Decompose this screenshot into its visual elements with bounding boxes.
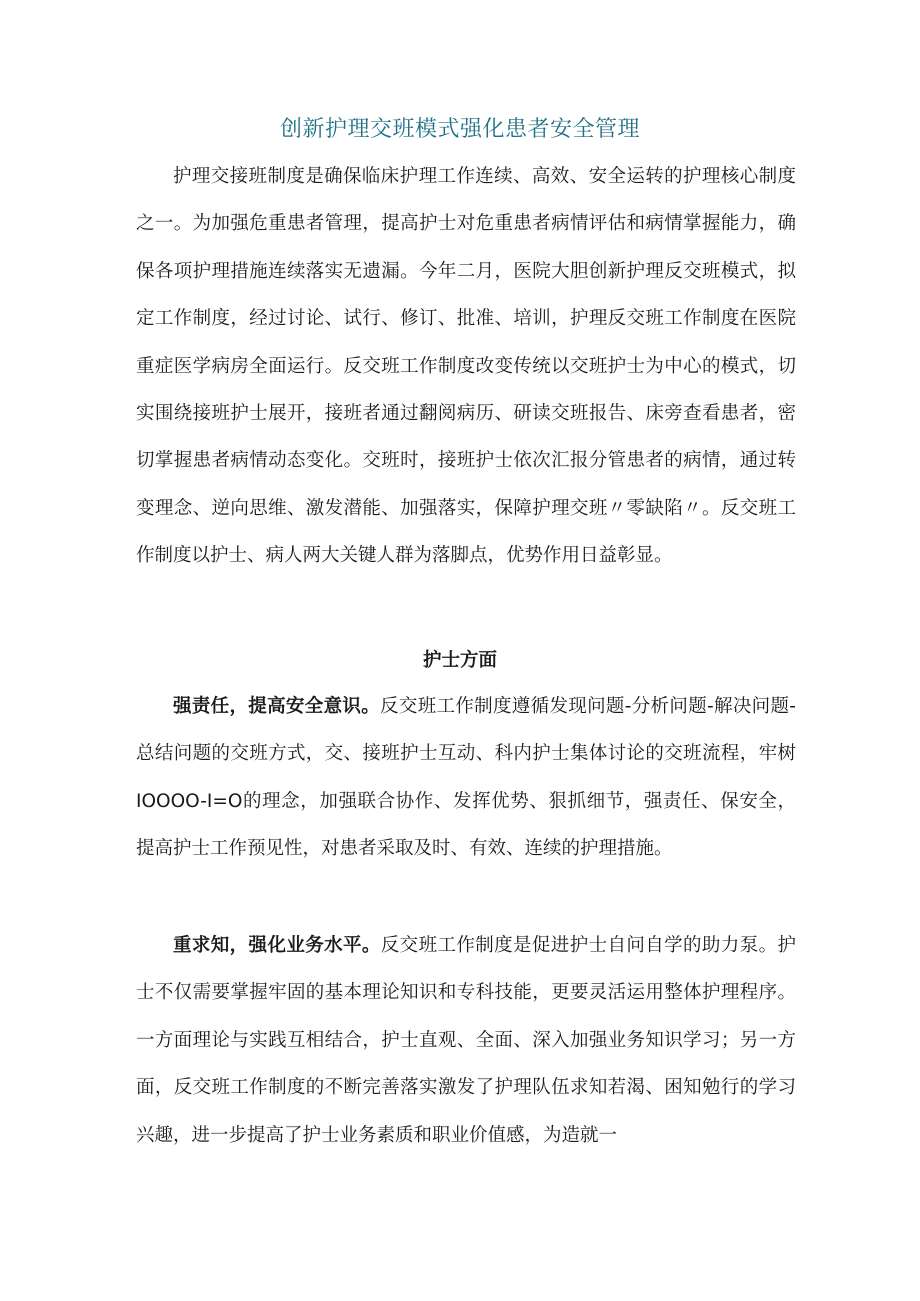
- paragraph-lead: 强责任，提高安全意识。: [173, 696, 381, 717]
- document-title: 创新护理交班模式强化患者安全管理: [279, 117, 640, 142]
- paragraph-body: 反交班工作制度是促进护士自问自学的助力泵。护士不仅需要掌握牢固的基本理论知识和专科技能，更要灵活运用整体护理程序。一方面理论与实践互相结合，护士直观、全面、深入加强业务知识学习；另一方面，反交班工作制度的不断完善落实激发了护理队伍求知若渴、困知勉行的学习兴趣，进一步提高了护士业务素质和职业价值感，为造就一: [136, 935, 796, 1146]
- paragraph-body: 反交班工作制度遵循发现问题-分析问题-解决问题-总结问题的交班方式，交、接班护士互动、科内护士集体讨论的交班流程，牢树IOOOO-I=O的理念，加强联合协作、发挥优势、狠抓细节，强责任、保安全，提高护士工作预见性，对患者采取及时、有效、连续的护理措施。: [136, 696, 796, 860]
- paragraph-lead: 重求知，强化业务水平。: [173, 935, 381, 956]
- intro-section: [136, 153, 796, 580]
- section-heading: 护士方面: [422, 650, 497, 671]
- section-paragraph-responsibility: [136, 683, 796, 873]
- section-paragraph-knowledge: [136, 922, 796, 1159]
- intro-paragraph: 护理交接班制度是确保临床护理工作连续、高效、安全运转的护理核心制度之一。为加强危重患者管理，提高护士对危重患者病情评估和病情掌握能力，确保各项护理措施连续落实无遗漏。今年二月，医院大胆创新护理反交班模式，拟定工作制度，经过讨论、试行、修订、批准、培训，护理反交班工作制度在医院重症医学病房全面运行。反交班工作制度改变传统以交班护士为中心的模式，切实围绕接班护士展开，接班者通过翻阅病历、研读交班报告、床旁查看患者，密切掌握患者病情动态变化。交班时，接班护士依次汇报分管患者的病情，通过转变理念、逆向思维、激发潜能、加强落实，保障护理交班〃零缺陷〃。反交班工作制度以护士、病人两大关键人群为落脚点，优势作用日益彰显。: [136, 166, 796, 567]
